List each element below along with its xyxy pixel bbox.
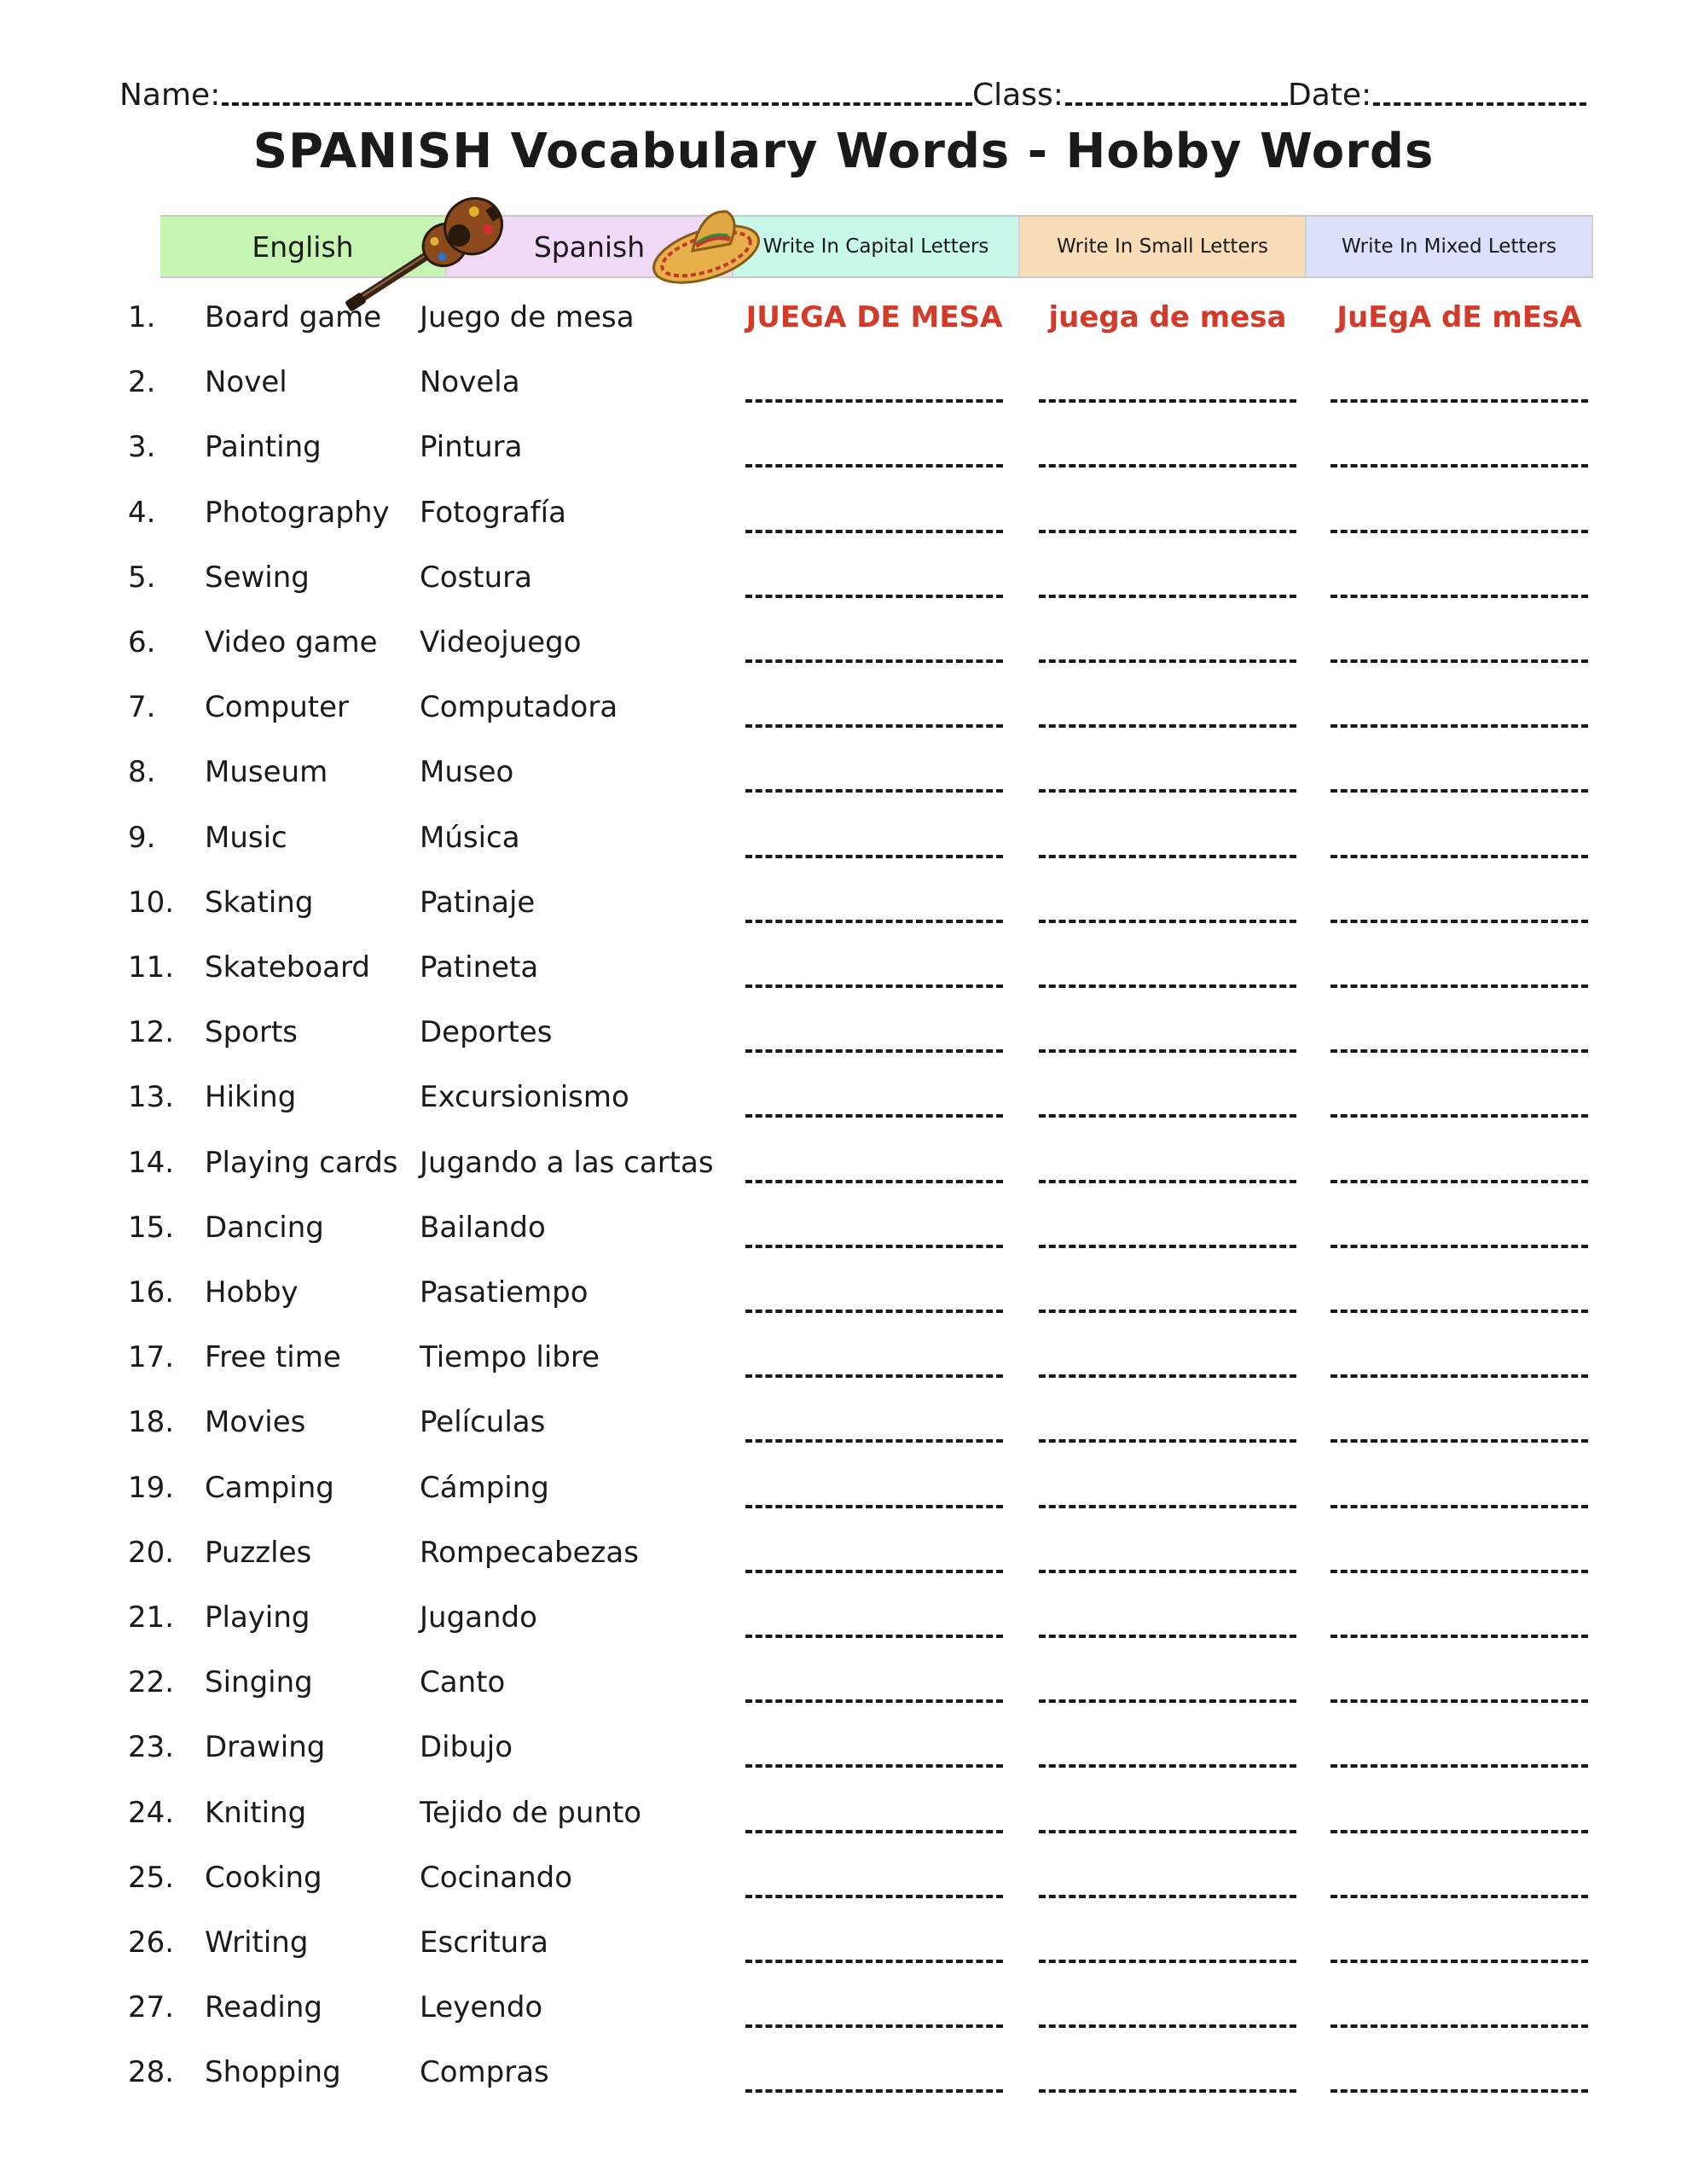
- row-number: 9.: [128, 820, 156, 855]
- row-number: 4.: [128, 495, 156, 530]
- mixed-letters-blank[interactable]: [1330, 1146, 1588, 1188]
- small-letters-blank[interactable]: [1039, 496, 1296, 538]
- small-letters-blank[interactable]: [1039, 950, 1296, 993]
- spanish-word: Pintura: [420, 430, 523, 465]
- english-word: Sports: [205, 1015, 298, 1050]
- column-header-english: English: [160, 217, 447, 276]
- english-word: Camping: [205, 1470, 334, 1505]
- spanish-word: Computadora: [420, 690, 618, 725]
- spanish-word: Juego de mesa: [420, 300, 635, 334]
- english-word: Drawing: [205, 1730, 326, 1765]
- name-label: Name:: [119, 78, 221, 113]
- table-row: [0, 1340, 1687, 1402]
- small-letters-blank[interactable]: [1039, 1665, 1296, 1708]
- mixed-letters-blank[interactable]: [1330, 1080, 1588, 1123]
- capital-letters-blank[interactable]: [745, 1211, 1003, 1253]
- table-row: [0, 300, 1687, 362]
- table-row: [0, 1471, 1687, 1532]
- capital-letters-blank[interactable]: [745, 1730, 1003, 1773]
- capital-letters-blank[interactable]: [745, 365, 1003, 408]
- name-field[interactable]: [222, 102, 972, 106]
- answer-line[interactable]: [1330, 789, 1588, 793]
- answer-line[interactable]: [745, 399, 1003, 403]
- answer-line[interactable]: [1039, 1635, 1296, 1638]
- mixed-letters-blank[interactable]: [1330, 1211, 1588, 1253]
- spanish-word: Bailando: [420, 1210, 546, 1245]
- capital-letters-blank[interactable]: [745, 1990, 1003, 2033]
- capital-letters-blank[interactable]: [745, 1146, 1003, 1188]
- spanish-word: Excursionismo: [420, 1080, 629, 1115]
- column-header-capital: Write In Capital Letters: [733, 217, 1020, 276]
- answer-line[interactable]: [1039, 399, 1296, 403]
- spanish-word: Películas: [420, 1405, 546, 1440]
- table-row: [0, 496, 1687, 557]
- small-letters-blank[interactable]: [1039, 821, 1296, 863]
- small-letters-blank[interactable]: [1039, 755, 1296, 798]
- spanish-word: Escritura: [420, 1926, 549, 1960]
- answer-line[interactable]: [1039, 985, 1296, 988]
- answer-line[interactable]: [1330, 530, 1588, 533]
- english-word: Kniting: [205, 1795, 307, 1830]
- answer-line[interactable]: [1330, 1374, 1588, 1378]
- answer-line[interactable]: [745, 789, 1003, 793]
- answer-line[interactable]: [1330, 1114, 1588, 1118]
- capital-letters-blank[interactable]: [745, 1796, 1003, 1838]
- answer-line[interactable]: [1039, 659, 1296, 663]
- spanish-word: Compras: [420, 2055, 549, 2090]
- row-number: 22.: [128, 1665, 175, 1700]
- answer-line[interactable]: [1039, 1699, 1296, 1703]
- column-header-small: Write In Small Letters: [1020, 217, 1307, 276]
- row-number: 2.: [128, 365, 156, 400]
- row-number: 1.: [128, 300, 156, 334]
- example-small-letters: [1039, 300, 1296, 343]
- english-word: Skating: [205, 885, 314, 920]
- answer-line[interactable]: [745, 1570, 1003, 1573]
- capital-letters-blank[interactable]: [745, 496, 1003, 538]
- answer-line[interactable]: [745, 1830, 1003, 1833]
- table-row: [0, 1926, 1687, 1987]
- answer-line[interactable]: [745, 920, 1003, 923]
- small-letters-blank[interactable]: [1039, 1990, 1296, 2033]
- answer-line[interactable]: [1330, 1895, 1588, 1898]
- spanish-word: Costura: [420, 560, 532, 595]
- mixed-letters-blank[interactable]: [1330, 1665, 1588, 1708]
- answer-line[interactable]: [1039, 1374, 1296, 1378]
- answer-line[interactable]: [1039, 464, 1296, 468]
- row-number: 27.: [128, 1990, 175, 2025]
- column-header-mixed: Write In Mixed Letters: [1307, 217, 1593, 276]
- answer-line[interactable]: [1330, 1439, 1588, 1443]
- spanish-word: Deportes: [420, 1015, 553, 1050]
- english-word: Shopping: [205, 2055, 341, 2090]
- english-word: Museum: [205, 755, 328, 790]
- answer-line[interactable]: [1330, 1505, 1588, 1508]
- small-letters-blank[interactable]: [1039, 1861, 1296, 1903]
- capital-letters-blank[interactable]: [745, 561, 1003, 603]
- mixed-letters-blank[interactable]: [1330, 1861, 1588, 1903]
- small-letters-blank[interactable]: [1039, 430, 1296, 473]
- capital-letters-blank[interactable]: [745, 625, 1003, 668]
- table-row: [0, 1015, 1687, 1077]
- answer-line[interactable]: [1039, 595, 1296, 598]
- mixed-letters-blank[interactable]: [1330, 690, 1588, 733]
- answer-line[interactable]: [1330, 920, 1588, 923]
- small-letters-blank[interactable]: [1039, 1796, 1296, 1838]
- small-letters-blank[interactable]: [1039, 690, 1296, 733]
- date-label: Date:: [1288, 78, 1372, 113]
- capital-letters-blank[interactable]: [745, 1536, 1003, 1578]
- mixed-letters-blank[interactable]: [1330, 950, 1588, 993]
- answer-line[interactable]: [745, 1374, 1003, 1378]
- answer-line[interactable]: [1330, 1830, 1588, 1833]
- small-letters-blank[interactable]: [1039, 1471, 1296, 1513]
- spanish-word: Videojuego: [420, 625, 582, 659]
- answer-line[interactable]: [1330, 1764, 1588, 1768]
- small-letters-blank[interactable]: [1039, 1080, 1296, 1123]
- table-row: [0, 1536, 1687, 1597]
- english-word: Dancing: [205, 1210, 324, 1245]
- small-letters-blank[interactable]: [1039, 1600, 1296, 1643]
- small-letters-blank[interactable]: [1039, 1146, 1296, 1188]
- spanish-word: Dibujo: [420, 1730, 513, 1765]
- answer-line[interactable]: [1330, 1635, 1588, 1638]
- guitar-icon: [341, 192, 512, 311]
- capital-letters-blank[interactable]: [745, 690, 1003, 733]
- table-row: [0, 1730, 1687, 1792]
- answer-line[interactable]: [745, 1635, 1003, 1638]
- answer-line[interactable]: [745, 530, 1003, 533]
- capital-letters-blank[interactable]: [745, 1275, 1003, 1318]
- row-number: 19.: [128, 1470, 175, 1505]
- capital-letters-blank[interactable]: [745, 1861, 1003, 1903]
- row-number: 28.: [128, 2055, 175, 2090]
- table-row: [0, 821, 1687, 882]
- answer-line[interactable]: [1039, 1180, 1296, 1183]
- answer-line[interactable]: [745, 1505, 1003, 1508]
- row-number: 5.: [128, 560, 156, 595]
- mixed-letters-blank[interactable]: [1330, 886, 1588, 928]
- date-field[interactable]: [1373, 102, 1586, 106]
- english-word: Hobby: [205, 1275, 299, 1310]
- small-letters-blank[interactable]: [1039, 2055, 1296, 2098]
- answer-line[interactable]: [1039, 1439, 1296, 1443]
- table-row: [0, 1146, 1687, 1207]
- english-word: Music: [205, 820, 287, 855]
- capital-letters-blank[interactable]: [745, 1665, 1003, 1708]
- capital-letters-blank[interactable]: [745, 1080, 1003, 1123]
- column-header-spanish: Spanish: [447, 217, 733, 276]
- small-letters-blank[interactable]: [1039, 1211, 1296, 1253]
- answer-line[interactable]: [1039, 1505, 1296, 1508]
- answer-line[interactable]: [745, 1439, 1003, 1443]
- answer-line[interactable]: [745, 724, 1003, 728]
- english-word: Board game: [205, 300, 382, 334]
- spanish-word: Novela: [420, 365, 520, 400]
- table-row: [0, 1600, 1687, 1662]
- english-word: Sewing: [205, 560, 310, 595]
- english-word: Painting: [205, 430, 322, 465]
- english-word: Novel: [205, 365, 287, 400]
- table-row: [0, 755, 1687, 816]
- spanish-word: Tiempo libre: [420, 1340, 600, 1375]
- answer-line[interactable]: [745, 1114, 1003, 1118]
- answer-line[interactable]: [1330, 1310, 1588, 1313]
- english-word: Reading: [205, 1990, 323, 2025]
- capital-letters-blank[interactable]: [745, 430, 1003, 473]
- answer-line[interactable]: [745, 1699, 1003, 1703]
- row-number: 13.: [128, 1080, 175, 1115]
- spanish-word: Música: [420, 820, 520, 855]
- name-class-date-line: [119, 67, 1586, 113]
- answer-line[interactable]: [745, 2024, 1003, 2028]
- sombrero-icon: [645, 195, 773, 288]
- answer-line[interactable]: [745, 1310, 1003, 1313]
- answer-line[interactable]: [1039, 789, 1296, 793]
- table-row: [0, 950, 1687, 1012]
- small-letters-blank[interactable]: [1039, 625, 1296, 668]
- answer-line[interactable]: [1039, 530, 1296, 533]
- table-row: [0, 1990, 1687, 2052]
- row-number: 18.: [128, 1405, 175, 1440]
- row-number: 7.: [128, 690, 156, 725]
- small-letters-blank[interactable]: [1039, 1275, 1296, 1318]
- answer-line[interactable]: [1330, 464, 1588, 468]
- answer-line[interactable]: [1039, 724, 1296, 728]
- answer-line[interactable]: [1039, 1245, 1296, 1248]
- english-word: Skateboard: [205, 950, 370, 985]
- small-letters-blank[interactable]: [1039, 561, 1296, 603]
- row-number: 3.: [128, 430, 156, 465]
- answer-line[interactable]: [745, 855, 1003, 858]
- answer-line[interactable]: [745, 1960, 1003, 1963]
- capital-letters-blank[interactable]: [745, 1405, 1003, 1448]
- mixed-letters-blank[interactable]: [1330, 1600, 1588, 1643]
- table-row: [0, 1796, 1687, 1857]
- spanish-word: Patinaje: [420, 885, 536, 920]
- answer-line[interactable]: [745, 464, 1003, 468]
- answer-line[interactable]: [1039, 1570, 1296, 1573]
- answer-line[interactable]: [1330, 1049, 1588, 1053]
- answer-line[interactable]: [1039, 2024, 1296, 2028]
- page-title: SPANISH Vocabulary Words - Hobby Words: [252, 124, 1435, 179]
- answer-line[interactable]: [1039, 1310, 1296, 1313]
- english-word: Playing: [205, 1600, 310, 1635]
- capital-letters-blank[interactable]: [745, 2055, 1003, 2098]
- row-number: 26.: [128, 1926, 175, 1960]
- answer-line[interactable]: [1039, 1960, 1296, 1963]
- small-letters-blank[interactable]: [1039, 1405, 1296, 1448]
- answer-line[interactable]: [745, 985, 1003, 988]
- spanish-word: Fotografía: [420, 495, 566, 530]
- table-row: [0, 886, 1687, 947]
- example-answer: juega de mesa: [1048, 300, 1287, 334]
- spanish-word: Cocinando: [420, 1860, 572, 1895]
- answer-line[interactable]: [745, 595, 1003, 598]
- capital-letters-blank[interactable]: [745, 821, 1003, 863]
- answer-line[interactable]: [1330, 985, 1588, 988]
- row-number: 17.: [128, 1340, 175, 1375]
- table-row: [0, 690, 1687, 752]
- small-letters-blank[interactable]: [1039, 1926, 1296, 1968]
- row-number: 12.: [128, 1015, 175, 1050]
- mixed-letters-blank[interactable]: [1330, 1275, 1588, 1318]
- answer-line[interactable]: [1039, 1830, 1296, 1833]
- row-number: 25.: [128, 1860, 175, 1895]
- class-field[interactable]: [1065, 102, 1288, 106]
- capital-letters-blank[interactable]: [745, 1471, 1003, 1513]
- answer-line[interactable]: [1330, 2089, 1588, 2093]
- row-number: 10.: [128, 885, 175, 920]
- row-number: 21.: [128, 1600, 175, 1635]
- small-letters-blank[interactable]: [1039, 1340, 1296, 1383]
- english-word: Photography: [205, 495, 390, 530]
- row-number: 20.: [128, 1535, 175, 1570]
- mixed-letters-blank[interactable]: [1330, 755, 1588, 798]
- english-word: Video game: [205, 625, 378, 659]
- answer-line[interactable]: [1039, 1049, 1296, 1053]
- english-word: Hiking: [205, 1080, 297, 1115]
- row-number: 16.: [128, 1275, 175, 1310]
- small-letters-blank[interactable]: [1039, 886, 1296, 928]
- table-row: [0, 1405, 1687, 1467]
- english-word: Puzzles: [205, 1535, 312, 1570]
- example-mixed-letters: [1330, 300, 1588, 343]
- spanish-word: Patineta: [420, 950, 539, 985]
- capital-letters-blank[interactable]: [745, 1015, 1003, 1058]
- answer-line[interactable]: [1330, 1245, 1588, 1248]
- small-letters-blank[interactable]: [1039, 1536, 1296, 1578]
- mixed-letters-blank[interactable]: [1330, 561, 1588, 603]
- answer-line[interactable]: [1039, 2089, 1296, 2093]
- english-word: Writing: [205, 1926, 309, 1960]
- answer-line[interactable]: [1330, 399, 1588, 403]
- row-number: 6.: [128, 625, 156, 659]
- english-word: Playing cards: [205, 1145, 398, 1180]
- mixed-letters-blank[interactable]: [1330, 1405, 1588, 1448]
- capital-letters-blank[interactable]: [745, 1926, 1003, 1968]
- table-row: [0, 430, 1687, 491]
- answer-line[interactable]: [1330, 1180, 1588, 1183]
- small-letters-blank[interactable]: [1039, 1730, 1296, 1773]
- spanish-word: Cámping: [420, 1470, 549, 1505]
- example-answer: JUEGA DE MESA: [745, 300, 1003, 334]
- mixed-letters-blank[interactable]: [1330, 1471, 1588, 1513]
- answer-line[interactable]: [1330, 595, 1588, 598]
- small-letters-blank[interactable]: [1039, 365, 1296, 408]
- mixed-letters-blank[interactable]: [1330, 1926, 1588, 1968]
- answer-line[interactable]: [1039, 920, 1296, 923]
- answer-line[interactable]: [1039, 1895, 1296, 1898]
- mixed-letters-blank[interactable]: [1330, 365, 1588, 408]
- table-row: [0, 2055, 1687, 2117]
- table-row: [0, 1665, 1687, 1727]
- answer-line[interactable]: [1039, 1114, 1296, 1118]
- answer-line[interactable]: [1039, 1764, 1296, 1768]
- spanish-word: Jugando: [420, 1600, 537, 1635]
- answer-line[interactable]: [745, 1180, 1003, 1183]
- row-number: 24.: [128, 1795, 175, 1830]
- mixed-letters-blank[interactable]: [1330, 1340, 1588, 1383]
- table-row: [0, 1080, 1687, 1141]
- capital-letters-blank[interactable]: [745, 950, 1003, 993]
- class-label: Class:: [972, 78, 1064, 113]
- answer-line[interactable]: [745, 1895, 1003, 1898]
- example-capital-letters: [745, 300, 1003, 343]
- spanish-word: Canto: [420, 1665, 506, 1700]
- mixed-letters-blank[interactable]: [1330, 625, 1588, 668]
- capital-letters-blank[interactable]: [745, 886, 1003, 928]
- row-number: 15.: [128, 1210, 175, 1245]
- english-word: Singing: [205, 1665, 313, 1700]
- row-number: 23.: [128, 1730, 175, 1765]
- table-row: [0, 561, 1687, 622]
- answer-line[interactable]: [745, 1764, 1003, 1768]
- spanish-word: Jugando a las cartas: [420, 1145, 714, 1180]
- english-word: Cooking: [205, 1860, 322, 1895]
- capital-letters-blank[interactable]: [745, 1340, 1003, 1383]
- table-row: [0, 1861, 1687, 1922]
- capital-letters-blank[interactable]: [745, 1600, 1003, 1643]
- answer-line[interactable]: [745, 2089, 1003, 2093]
- answer-line[interactable]: [745, 1245, 1003, 1248]
- english-word: Movies: [205, 1405, 306, 1440]
- spanish-word: Museo: [420, 755, 514, 790]
- answer-line[interactable]: [1330, 2024, 1588, 2028]
- mixed-letters-blank[interactable]: [1330, 1990, 1588, 2033]
- table-row: [0, 365, 1687, 427]
- small-letters-blank[interactable]: [1039, 1015, 1296, 1058]
- mixed-letters-blank[interactable]: [1330, 1730, 1588, 1773]
- table-row: [0, 625, 1687, 687]
- answer-line[interactable]: [745, 1049, 1003, 1053]
- answer-line[interactable]: [1039, 855, 1296, 858]
- row-number: 14.: [128, 1145, 175, 1180]
- row-number: 8.: [128, 755, 156, 790]
- spanish-word: Leyendo: [420, 1990, 543, 2025]
- answer-line[interactable]: [1330, 1699, 1588, 1703]
- mixed-letters-blank[interactable]: [1330, 2055, 1588, 2098]
- mixed-letters-blank[interactable]: [1330, 430, 1588, 473]
- spanish-word: Tejido de punto: [420, 1795, 642, 1830]
- answer-line[interactable]: [1330, 1960, 1588, 1963]
- spanish-word: Rompecabezas: [420, 1535, 639, 1570]
- mixed-letters-blank[interactable]: [1330, 1796, 1588, 1838]
- mixed-letters-blank[interactable]: [1330, 1015, 1588, 1058]
- answer-line[interactable]: [745, 659, 1003, 663]
- english-word: Computer: [205, 690, 350, 725]
- row-number: 11.: [128, 950, 175, 985]
- answer-line[interactable]: [1330, 855, 1588, 858]
- answer-line[interactable]: [1330, 659, 1588, 663]
- mixed-letters-blank[interactable]: [1330, 821, 1588, 863]
- answer-line[interactable]: [1330, 1570, 1588, 1573]
- spanish-word: Pasatiempo: [420, 1275, 588, 1310]
- example-answer: JuEgA dE mEsA: [1336, 300, 1582, 334]
- capital-letters-blank[interactable]: [745, 755, 1003, 798]
- english-word: Free time: [205, 1340, 341, 1375]
- mixed-letters-blank[interactable]: [1330, 1536, 1588, 1578]
- answer-line[interactable]: [1330, 724, 1588, 728]
- table-row: [0, 1211, 1687, 1272]
- table-row: [0, 1275, 1687, 1337]
- mixed-letters-blank[interactable]: [1330, 496, 1588, 538]
